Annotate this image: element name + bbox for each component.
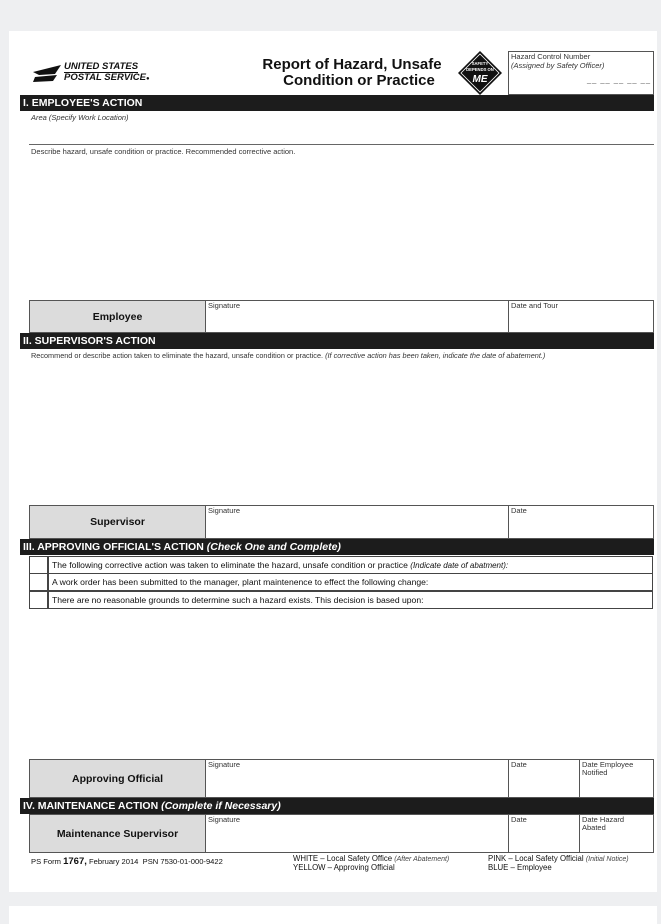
pink-copy-note: (Initial Notice) bbox=[585, 856, 629, 863]
employee-signature-field[interactable] bbox=[205, 300, 509, 333]
badge-text-3: ME bbox=[472, 74, 488, 85]
copy-distribution-right bbox=[488, 855, 629, 872]
maintenance-signature-label: Signature bbox=[208, 815, 241, 824]
employee-date-field[interactable] bbox=[508, 300, 654, 333]
supervisor-action-input[interactable] bbox=[29, 362, 654, 502]
copy-distribution-left bbox=[293, 855, 449, 872]
blue-copy: BLUE – Employee bbox=[488, 863, 552, 872]
section4-title: IV. MAINTENANCE ACTION bbox=[23, 800, 159, 812]
supervisor-role-label: Supervisor bbox=[29, 505, 206, 539]
area-label: Area (Specify Work Location) bbox=[31, 113, 129, 122]
abated-label-1: Date Hazard bbox=[582, 815, 625, 824]
employee-role-label: Employee bbox=[29, 300, 206, 333]
notified-label-2: Notified bbox=[582, 768, 608, 777]
white-copy: WHITE – Local Safety Office bbox=[293, 854, 393, 863]
date-hazard-abated-field[interactable] bbox=[579, 814, 654, 853]
date-employee-notified-field[interactable] bbox=[579, 759, 654, 798]
hazard-control-label: Hazard Control Number bbox=[511, 52, 591, 61]
form-prefix: PS Form bbox=[31, 857, 61, 866]
white-copy-note: (After Abatement) bbox=[394, 856, 450, 863]
maintenance-date-field[interactable] bbox=[508, 814, 580, 853]
describe-hazard-input[interactable] bbox=[29, 158, 654, 298]
section4-heading bbox=[20, 798, 654, 814]
form-date: February 2014 bbox=[89, 857, 139, 866]
hazard-control-dashes: __ __ __ __ __ bbox=[586, 75, 651, 84]
badge-text-2: DEPENDS ON bbox=[466, 67, 494, 72]
supervisor-signature-field[interactable] bbox=[205, 505, 509, 539]
option1-text: The following corrective action was taken to eliminate the hazard, unsafe condition or practice bbox=[52, 560, 408, 570]
option3-text: There are no reasonable grounds to determine such a hazard exists. This decision is based upon: bbox=[52, 595, 424, 605]
describe-label: Describe hazard, unsafe condition or practice. Recommended corrective action. bbox=[31, 147, 296, 156]
approving-action-input[interactable] bbox=[29, 612, 654, 757]
maintenance-signature-field[interactable] bbox=[205, 814, 509, 853]
hazard-control-number-field[interactable] bbox=[508, 51, 654, 95]
option2-text: A work order has been submitted to the manager, plant maintenence to effect the following change: bbox=[52, 577, 429, 587]
form-title-line2: Condition or Practice bbox=[283, 72, 435, 89]
agency-line1: UNITED STATES bbox=[64, 61, 139, 72]
option3-row bbox=[48, 591, 653, 609]
section4-title-note: (Complete if Necessary) bbox=[161, 800, 281, 812]
approving-date-field[interactable] bbox=[508, 759, 580, 798]
section3-heading bbox=[20, 539, 654, 555]
hazard-control-note: (Assigned by Safety Officer) bbox=[511, 60, 605, 70]
option2-checkbox[interactable] bbox=[29, 573, 48, 591]
approving-signature-field[interactable] bbox=[205, 759, 509, 798]
employee-date-label: Date and Tour bbox=[511, 301, 558, 310]
form-number: 1767, bbox=[63, 856, 87, 867]
supervisor-signature-label: Signature bbox=[208, 506, 241, 515]
yellow-copy: YELLOW – Approving Official bbox=[293, 863, 395, 872]
section2-heading: II. SUPERVISOR'S ACTION bbox=[20, 333, 654, 349]
safety-badge-icon bbox=[457, 50, 503, 96]
notified-label-1: Date Employee bbox=[582, 760, 634, 769]
option3-checkbox[interactable] bbox=[29, 591, 48, 609]
supervisor-instruction: Recommend or describe action taken to eliminate the hazard, unsafe condition or practice. bbox=[31, 351, 324, 360]
option2-row bbox=[48, 573, 653, 591]
abated-label-2: Abated bbox=[582, 823, 606, 832]
supervisor-date-label: Date bbox=[511, 506, 527, 515]
option1-checkbox[interactable] bbox=[29, 556, 48, 574]
maintenance-role-label: Maintenance Supervisor bbox=[29, 814, 206, 853]
section3-title-note: (Check One and Complete) bbox=[206, 541, 341, 553]
approving-date-label: Date bbox=[511, 760, 527, 769]
next-page-edge bbox=[9, 906, 657, 924]
option1-note: (Indicate date of abatment): bbox=[410, 561, 509, 570]
option1-row bbox=[48, 556, 653, 574]
section1-heading: I. EMPLOYEE'S ACTION bbox=[20, 95, 654, 111]
pink-copy: PINK – Local Safety Official bbox=[488, 854, 584, 863]
employee-signature-label: Signature bbox=[208, 301, 241, 310]
form-psn: PSN 7530-01-000-9422 bbox=[142, 857, 223, 866]
maintenance-date-label: Date bbox=[511, 815, 527, 824]
badge-text-1: SAFETY bbox=[471, 61, 489, 66]
form-title-line1: Report of Hazard, Unsafe bbox=[262, 56, 442, 73]
area-input[interactable] bbox=[29, 124, 654, 144]
section3-title: III. APPROVING OFFICIAL'S ACTION bbox=[23, 541, 204, 553]
supervisor-instruction-note: (If corrective action has been taken, indicate the date of abatement.) bbox=[325, 351, 546, 360]
eagle-logo-icon bbox=[31, 63, 63, 83]
supervisor-date-field[interactable] bbox=[508, 505, 654, 539]
agency-line2: POSTAL SERVICE bbox=[64, 72, 146, 83]
form-id bbox=[31, 856, 223, 867]
approving-role-label: Approving Official bbox=[29, 759, 206, 798]
approving-signature-label: Signature bbox=[208, 760, 241, 769]
